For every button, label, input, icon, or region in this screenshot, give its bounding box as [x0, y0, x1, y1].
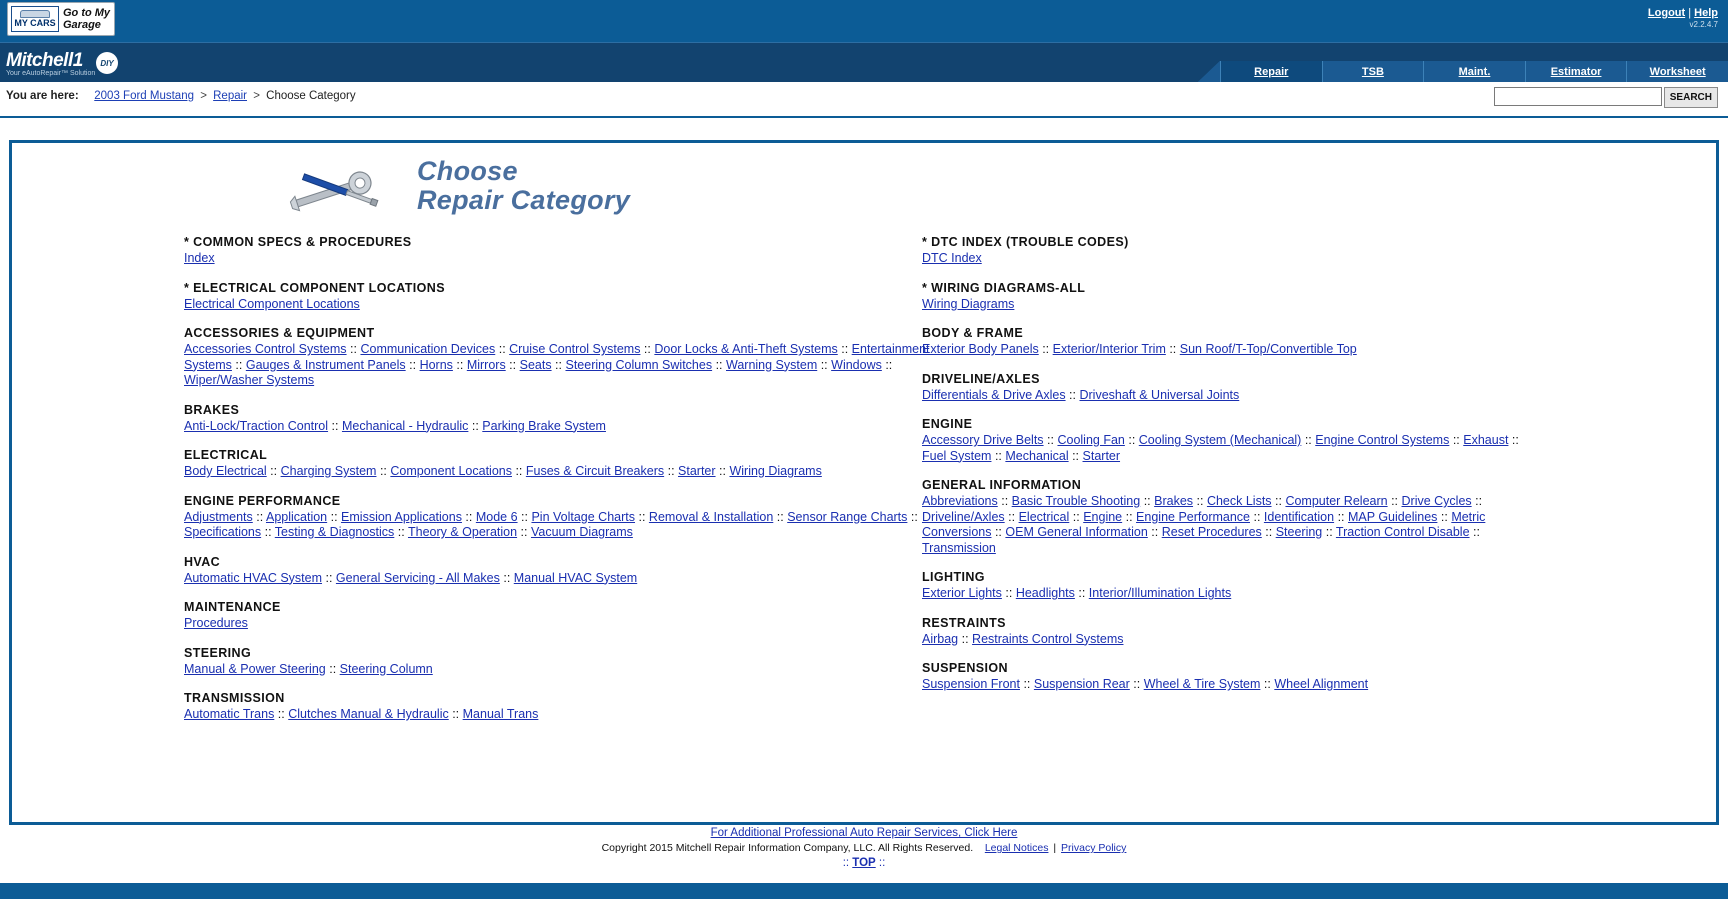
logo-number: 1	[72, 49, 83, 71]
category-link[interactable]: Theory & Operation	[407, 525, 518, 539]
category-link[interactable]: Computer Relearn	[1285, 494, 1388, 508]
category-link[interactable]: Sun Roof/T-Top/Convertible Top	[1179, 342, 1357, 356]
category-link[interactable]: Manual HVAC System	[513, 570, 638, 585]
category-group	[184, 555, 954, 587]
category-link[interactable]: Warning System	[726, 357, 818, 372]
category-link[interactable]: Wheel Alignment	[1274, 677, 1369, 691]
top-bar	[0, 0, 1728, 42]
category-link[interactable]: Exterior Body Panels	[922, 342, 1039, 356]
nav-tabs	[1198, 61, 1728, 82]
category-link[interactable]: Vacuum Diagrams	[530, 525, 633, 539]
link-separator: ::	[394, 525, 408, 539]
category-link[interactable]: Driveshaft & Universal Joints	[1079, 387, 1240, 402]
category-link-list	[184, 571, 954, 587]
category-group	[184, 646, 954, 678]
category-link-list	[184, 342, 954, 389]
category-link[interactable]: Mirrors	[466, 357, 506, 372]
search-box	[1494, 87, 1718, 108]
top-right-colons: ::	[875, 857, 886, 869]
category-link-list	[922, 433, 1542, 464]
category-link[interactable]: Adjustments	[184, 509, 253, 524]
link-separator: ::	[1250, 509, 1264, 524]
category-link[interactable]: Accessories Control Systems	[184, 342, 347, 356]
category-group	[184, 494, 954, 541]
category-group	[922, 661, 1542, 693]
category-link[interactable]: Cooling Fan	[1057, 433, 1125, 447]
page-title-line1: Choose	[417, 156, 518, 186]
link-separator: ::	[1147, 525, 1162, 539]
tab-estimator[interactable]	[1525, 61, 1627, 82]
wrench-screwdriver-icon	[287, 163, 387, 217]
copyright-line	[0, 842, 1728, 854]
link-separator: ::	[1129, 677, 1144, 691]
category-link[interactable]: Anti-Lock/Traction Control	[184, 418, 329, 433]
category-link[interactable]: Procedures	[184, 616, 248, 630]
link-separator: ::	[322, 570, 336, 585]
link-separator: ::	[1469, 525, 1480, 539]
category-link[interactable]: DTC Index	[922, 251, 982, 265]
category-link[interactable]: Parking Brake System	[482, 418, 606, 433]
category-group-header: * ELECTRICAL COMPONENT LOCATIONS	[184, 280, 445, 295]
category-link[interactable]: Pin Voltage Charts	[531, 509, 636, 524]
link-separator: ::	[505, 357, 520, 372]
category-link[interactable]: Drive Cycles	[1401, 494, 1472, 508]
category-group	[922, 478, 1542, 556]
category-link[interactable]: Exterior/Interior Trim	[1052, 342, 1166, 356]
logo-name-text: Mitchell	[6, 49, 73, 71]
category-link[interactable]: Steering Column	[339, 661, 433, 676]
category-link[interactable]: Emission Applications	[341, 509, 462, 524]
link-separator: ::	[991, 448, 1006, 463]
category-link-list	[922, 251, 1542, 267]
category-link[interactable]: Electrical	[1018, 509, 1070, 524]
category-link[interactable]: Testing & Diagnostics	[274, 525, 395, 539]
category-group	[184, 600, 954, 632]
link-separator: ::	[1124, 433, 1139, 447]
category-link[interactable]: Exhaust	[1463, 433, 1509, 447]
category-link[interactable]: Sensor Range Charts	[787, 509, 908, 524]
category-link[interactable]: Entertainment Systems	[184, 342, 930, 372]
link-separator: ::	[664, 464, 679, 478]
category-link[interactable]: Driveline/Axles	[922, 509, 1005, 524]
category-group	[922, 570, 1542, 602]
link-separator: ::	[1471, 494, 1483, 508]
link-separator: ::	[1019, 677, 1034, 691]
category-group-header: MAINTENANCE	[184, 600, 281, 614]
category-group-header: DRIVELINE/AXLES	[922, 371, 1040, 386]
category-group	[184, 448, 954, 480]
category-columns	[12, 235, 1716, 795]
link-separator: ::	[1261, 525, 1276, 539]
privacy-policy-link[interactable]: Privacy Policy	[1061, 842, 1127, 854]
category-group	[922, 326, 1542, 358]
category-link-list	[922, 388, 1542, 404]
link-separator: ::	[495, 342, 510, 356]
category-link-list	[184, 510, 954, 541]
category-link[interactable]: Clutches Manual & Hydraulic	[288, 707, 449, 721]
link-separator: ::	[517, 525, 531, 539]
category-link[interactable]: OEM General Information	[1005, 525, 1148, 539]
tab-tsb-label: TSB	[1361, 65, 1384, 78]
link-separator: ::	[1069, 509, 1084, 524]
category-link[interactable]: Differentials & Drive Axles	[922, 387, 1066, 402]
link-separator: ::	[274, 707, 289, 721]
category-link[interactable]: Restraints Control Systems	[972, 631, 1124, 646]
category-link-list	[184, 419, 954, 435]
link-separator: ::	[635, 509, 649, 524]
category-link[interactable]: Cooling System (Mechanical)	[1138, 433, 1302, 447]
category-link-list	[184, 616, 954, 632]
category-link[interactable]: Abbreviations	[922, 494, 998, 508]
category-link[interactable]: Mode 6	[475, 509, 518, 524]
category-link-list	[922, 342, 1542, 358]
link-separator: ::	[1074, 586, 1089, 600]
category-group	[922, 281, 1542, 313]
category-group-header: RESTRAINTS	[922, 615, 1006, 630]
category-link[interactable]: Accessory Drive Belts	[922, 433, 1044, 447]
logo-tagline: Your eAutoRepair™ Solution	[6, 69, 96, 77]
link-separator: ::	[325, 661, 340, 676]
category-group-header: GENERAL INFORMATION	[922, 478, 1082, 492]
category-link[interactable]: Manual Trans	[462, 707, 539, 721]
right-category-column	[922, 235, 1542, 707]
link-separator: ::	[261, 525, 275, 539]
go-to-my-garage-label	[63, 7, 110, 31]
category-link-list	[922, 632, 1542, 648]
professional-services-link[interactable]: For Additional Professional Auto Repair Services, Click Here	[710, 827, 1018, 839]
tab-worksheet-label: Worksheet	[1649, 65, 1706, 78]
category-link[interactable]: Door Locks & Anti-Theft Systems	[654, 342, 838, 356]
link-separator: ::	[327, 509, 342, 524]
category-link-list	[922, 494, 1542, 556]
professional-services-line	[0, 827, 1728, 839]
category-link[interactable]: Transmission	[922, 540, 996, 555]
category-link[interactable]: Starter	[1082, 448, 1121, 463]
link-separator: ::	[551, 357, 566, 372]
category-link[interactable]: Wiper/Washer Systems	[184, 373, 315, 387]
tab-worksheet[interactable]	[1626, 61, 1728, 82]
category-link[interactable]: Electrical Component Locations	[184, 296, 360, 311]
link-separator: ::	[511, 464, 526, 478]
category-link[interactable]: Application	[265, 509, 328, 524]
link-separator: ::	[1449, 433, 1464, 447]
category-link[interactable]: Check Lists	[1206, 494, 1272, 508]
category-link[interactable]: Wiring Diagrams	[729, 464, 822, 478]
category-group-header: HVAC	[184, 554, 221, 569]
link-separator: ::	[991, 525, 1006, 539]
back-to-top-link[interactable]: TOP	[852, 857, 876, 869]
category-link-list	[184, 662, 954, 678]
category-link[interactable]: Seats	[519, 357, 552, 372]
link-separator: ::	[1387, 494, 1402, 508]
category-link[interactable]: Headlights	[1015, 586, 1075, 600]
mitchell1-logo[interactable]	[6, 48, 118, 80]
help-link[interactable]: Help	[1694, 7, 1718, 19]
category-group-header: * WIRING DIAGRAMS-ALL	[922, 280, 1086, 295]
category-link[interactable]: Basic Trouble Shooting	[1011, 494, 1141, 508]
link-separator: ::	[1038, 342, 1053, 356]
category-link[interactable]: Mechanical	[1005, 448, 1069, 463]
category-link[interactable]: Engine Performance	[1136, 509, 1250, 524]
category-link[interactable]: Brakes	[1154, 494, 1194, 508]
category-group-header: STEERING	[184, 645, 252, 660]
category-link[interactable]: Wheel & Tire System	[1143, 677, 1261, 691]
go-to-my-garage-button[interactable]	[7, 2, 115, 36]
category-link[interactable]: Communication Devices	[360, 342, 496, 356]
link-separator: ::	[231, 357, 246, 372]
my-cars-label: MY CARS	[14, 18, 56, 28]
category-link[interactable]: Removal & Installation	[648, 509, 774, 524]
logout-link[interactable]: Logout	[1647, 7, 1686, 19]
title-area	[12, 143, 1716, 235]
link-separator: ::	[1508, 433, 1519, 447]
breadcrumb-prefix: You are here:	[6, 90, 79, 102]
category-link-list	[184, 464, 954, 480]
nav-slant-decoration	[1198, 61, 1220, 82]
link-separator: ::	[346, 342, 361, 356]
category-link-list	[922, 297, 1542, 313]
link-separator: ::	[376, 464, 391, 478]
breadcrumb-section-link[interactable]: Repair	[213, 90, 248, 102]
link-separator: ::	[1271, 494, 1286, 508]
category-link[interactable]: Engine	[1083, 509, 1123, 524]
category-link[interactable]: Body Electrical	[184, 464, 267, 478]
page-title	[417, 157, 630, 215]
link-separator: ::	[1193, 494, 1207, 508]
category-group	[184, 281, 954, 313]
category-group	[184, 235, 954, 267]
top-left-colons: ::	[842, 857, 853, 869]
category-group	[922, 372, 1542, 404]
tab-maint-label: Maint.	[1458, 65, 1491, 78]
category-link[interactable]: Interior/Illumination Lights	[1088, 586, 1232, 600]
my-cars-logo	[11, 6, 59, 32]
category-link[interactable]: Cruise Control Systems	[509, 342, 641, 356]
link-separator: ::	[907, 509, 918, 524]
tab-tsb[interactable]	[1322, 61, 1424, 82]
go-to-line2: Garage	[63, 19, 101, 31]
link-separator: ::	[1165, 342, 1180, 356]
category-link[interactable]: MAP Guidelines	[1348, 509, 1438, 524]
category-group	[184, 691, 954, 723]
link-separator: ::	[252, 509, 266, 524]
category-link[interactable]: Exterior Lights	[922, 586, 1002, 600]
link-separator: ::	[266, 464, 281, 478]
go-to-line1: Go to My	[63, 7, 111, 19]
link-separator: ::	[837, 342, 852, 356]
category-group-header: ACCESSORIES & EQUIPMENT	[184, 326, 375, 340]
category-group-header: ENGINE	[922, 417, 973, 431]
category-group	[922, 417, 1542, 464]
category-group-header: SUSPENSION	[922, 661, 1008, 675]
category-link[interactable]: Automatic HVAC System	[184, 570, 323, 585]
left-category-column	[184, 235, 954, 737]
category-link[interactable]: Fuses & Circuit Breakers	[525, 464, 665, 478]
link-separator: ::	[712, 357, 726, 372]
copyright-text: Copyright 2015 Mitchell Repair Information Company, LLC. All Rights Reserved.	[601, 842, 974, 854]
tab-estimator-label: Estimator	[1550, 65, 1602, 78]
top-bar-right: Logout | Help v2.2.4.7	[1647, 7, 1718, 29]
category-group-header: LIGHTING	[922, 570, 985, 584]
link-separator: ::	[1140, 494, 1155, 508]
category-link[interactable]: Manual & Power Steering	[184, 661, 326, 676]
category-group-header: ELECTRICAL	[184, 448, 268, 462]
breadcrumb-bar	[0, 82, 1728, 118]
category-link[interactable]: Reset Procedures	[1161, 525, 1262, 539]
link-separator: ::	[1322, 525, 1336, 539]
link-separator: ::	[1260, 677, 1275, 691]
tab-repair[interactable]	[1220, 61, 1322, 82]
category-link[interactable]: Index	[184, 251, 215, 265]
link-separator: ::	[499, 570, 514, 585]
tab-maint[interactable]	[1423, 61, 1525, 82]
category-link[interactable]: Starter	[678, 464, 716, 478]
category-link-list	[184, 251, 954, 267]
category-link[interactable]: Steering	[1275, 525, 1323, 539]
category-link-list	[922, 586, 1542, 602]
link-separator: ::	[452, 357, 467, 372]
version-label: v2.2.4.7	[1689, 20, 1718, 29]
breadcrumb-sep-1: >	[200, 90, 207, 102]
category-group-header: TRANSMISSION	[184, 691, 285, 705]
category-group	[922, 616, 1542, 648]
footer-blue-bar	[0, 883, 1728, 899]
category-group	[184, 403, 954, 435]
link-separator: ::	[817, 357, 832, 372]
page-title-line2: Repair Category	[417, 185, 631, 215]
main-panel	[9, 140, 1719, 825]
footer	[0, 825, 1728, 899]
category-link[interactable]: Airbag	[922, 631, 959, 646]
category-link[interactable]: Engine Control Systems	[1315, 433, 1450, 447]
category-link[interactable]: Horns	[419, 357, 453, 372]
category-group-header: BODY & FRAME	[922, 326, 1024, 340]
link-separator: ::	[517, 509, 532, 524]
footer-separator: |	[1053, 842, 1057, 854]
link-separator: ::	[1122, 509, 1137, 524]
search-button[interactable]: SEARCH	[1664, 87, 1718, 108]
link-separator: ::	[448, 707, 463, 721]
link-separator: ::	[1068, 448, 1083, 463]
category-link[interactable]: Identification	[1263, 509, 1335, 524]
category-link[interactable]: Steering Column Switches	[565, 357, 713, 372]
legal-notices-link[interactable]: Legal Notices	[984, 842, 1049, 854]
link-separator: ::	[958, 631, 973, 646]
category-group	[184, 326, 954, 389]
link-separator: ::	[1001, 586, 1016, 600]
link-separator: ::	[1004, 509, 1019, 524]
category-link[interactable]: Suspension Rear	[1033, 677, 1130, 691]
link-separator: ::	[715, 464, 730, 478]
category-group-header: BRAKES	[184, 402, 240, 417]
link-separator: ::	[1334, 509, 1348, 524]
back-to-top-line	[0, 857, 1728, 869]
link-separator: ::	[640, 342, 655, 356]
breadcrumb-vehicle-link[interactable]: 2003 Ford Mustang	[94, 90, 194, 102]
logo-nav-bar	[0, 42, 1728, 82]
link-separator: ::	[881, 357, 893, 372]
category-group	[922, 235, 1542, 267]
car-icon	[20, 10, 50, 18]
category-link[interactable]: Traction Control Disable	[1335, 525, 1470, 539]
category-link[interactable]: Metric Conversions	[922, 509, 1486, 539]
link-separator: ::	[1437, 509, 1452, 524]
link-separator: ::	[461, 509, 476, 524]
link-separator: ::	[773, 509, 788, 524]
link-separator: ::	[1301, 433, 1316, 447]
category-link[interactable]: Wiring Diagrams	[922, 296, 1015, 311]
category-link[interactable]: Fuel System	[922, 448, 992, 463]
link-separator: ::	[1065, 387, 1080, 402]
tab-repair-label: Repair	[1254, 65, 1289, 78]
category-link-list	[184, 297, 954, 313]
link-separator: ::	[468, 418, 483, 433]
breadcrumb-current: Choose Category	[266, 90, 356, 102]
link-separator: ::	[997, 494, 1012, 508]
category-group-header: ENGINE PERFORMANCE	[184, 493, 341, 508]
category-link[interactable]: Windows	[831, 357, 882, 372]
category-link-list	[922, 677, 1542, 693]
link-separator: ::	[405, 357, 420, 372]
category-link-list	[184, 707, 954, 723]
diy-badge: DIY	[96, 52, 118, 74]
category-link[interactable]: Gauges & Instrument Panels	[245, 357, 406, 372]
breadcrumb-sep-2: >	[253, 90, 260, 102]
search-input[interactable]	[1494, 87, 1662, 106]
category-link[interactable]: Suspension Front	[922, 677, 1020, 691]
breadcrumb	[6, 90, 356, 102]
category-link[interactable]: Automatic Trans	[184, 707, 275, 721]
category-link[interactable]: Mechanical - Hydraulic	[341, 418, 469, 433]
category-link[interactable]: Specifications	[184, 525, 262, 539]
category-group-header: * COMMON SPECS & PROCEDURES	[184, 235, 412, 249]
category-group-header: * DTC INDEX (TROUBLE CODES)	[922, 235, 1129, 249]
link-separator: ::	[328, 418, 342, 433]
link-separator: ::	[1043, 433, 1058, 447]
category-link[interactable]: General Servicing - All Makes	[335, 570, 500, 585]
category-link[interactable]: Component Locations	[390, 464, 512, 478]
category-link[interactable]: Charging System	[280, 464, 377, 478]
